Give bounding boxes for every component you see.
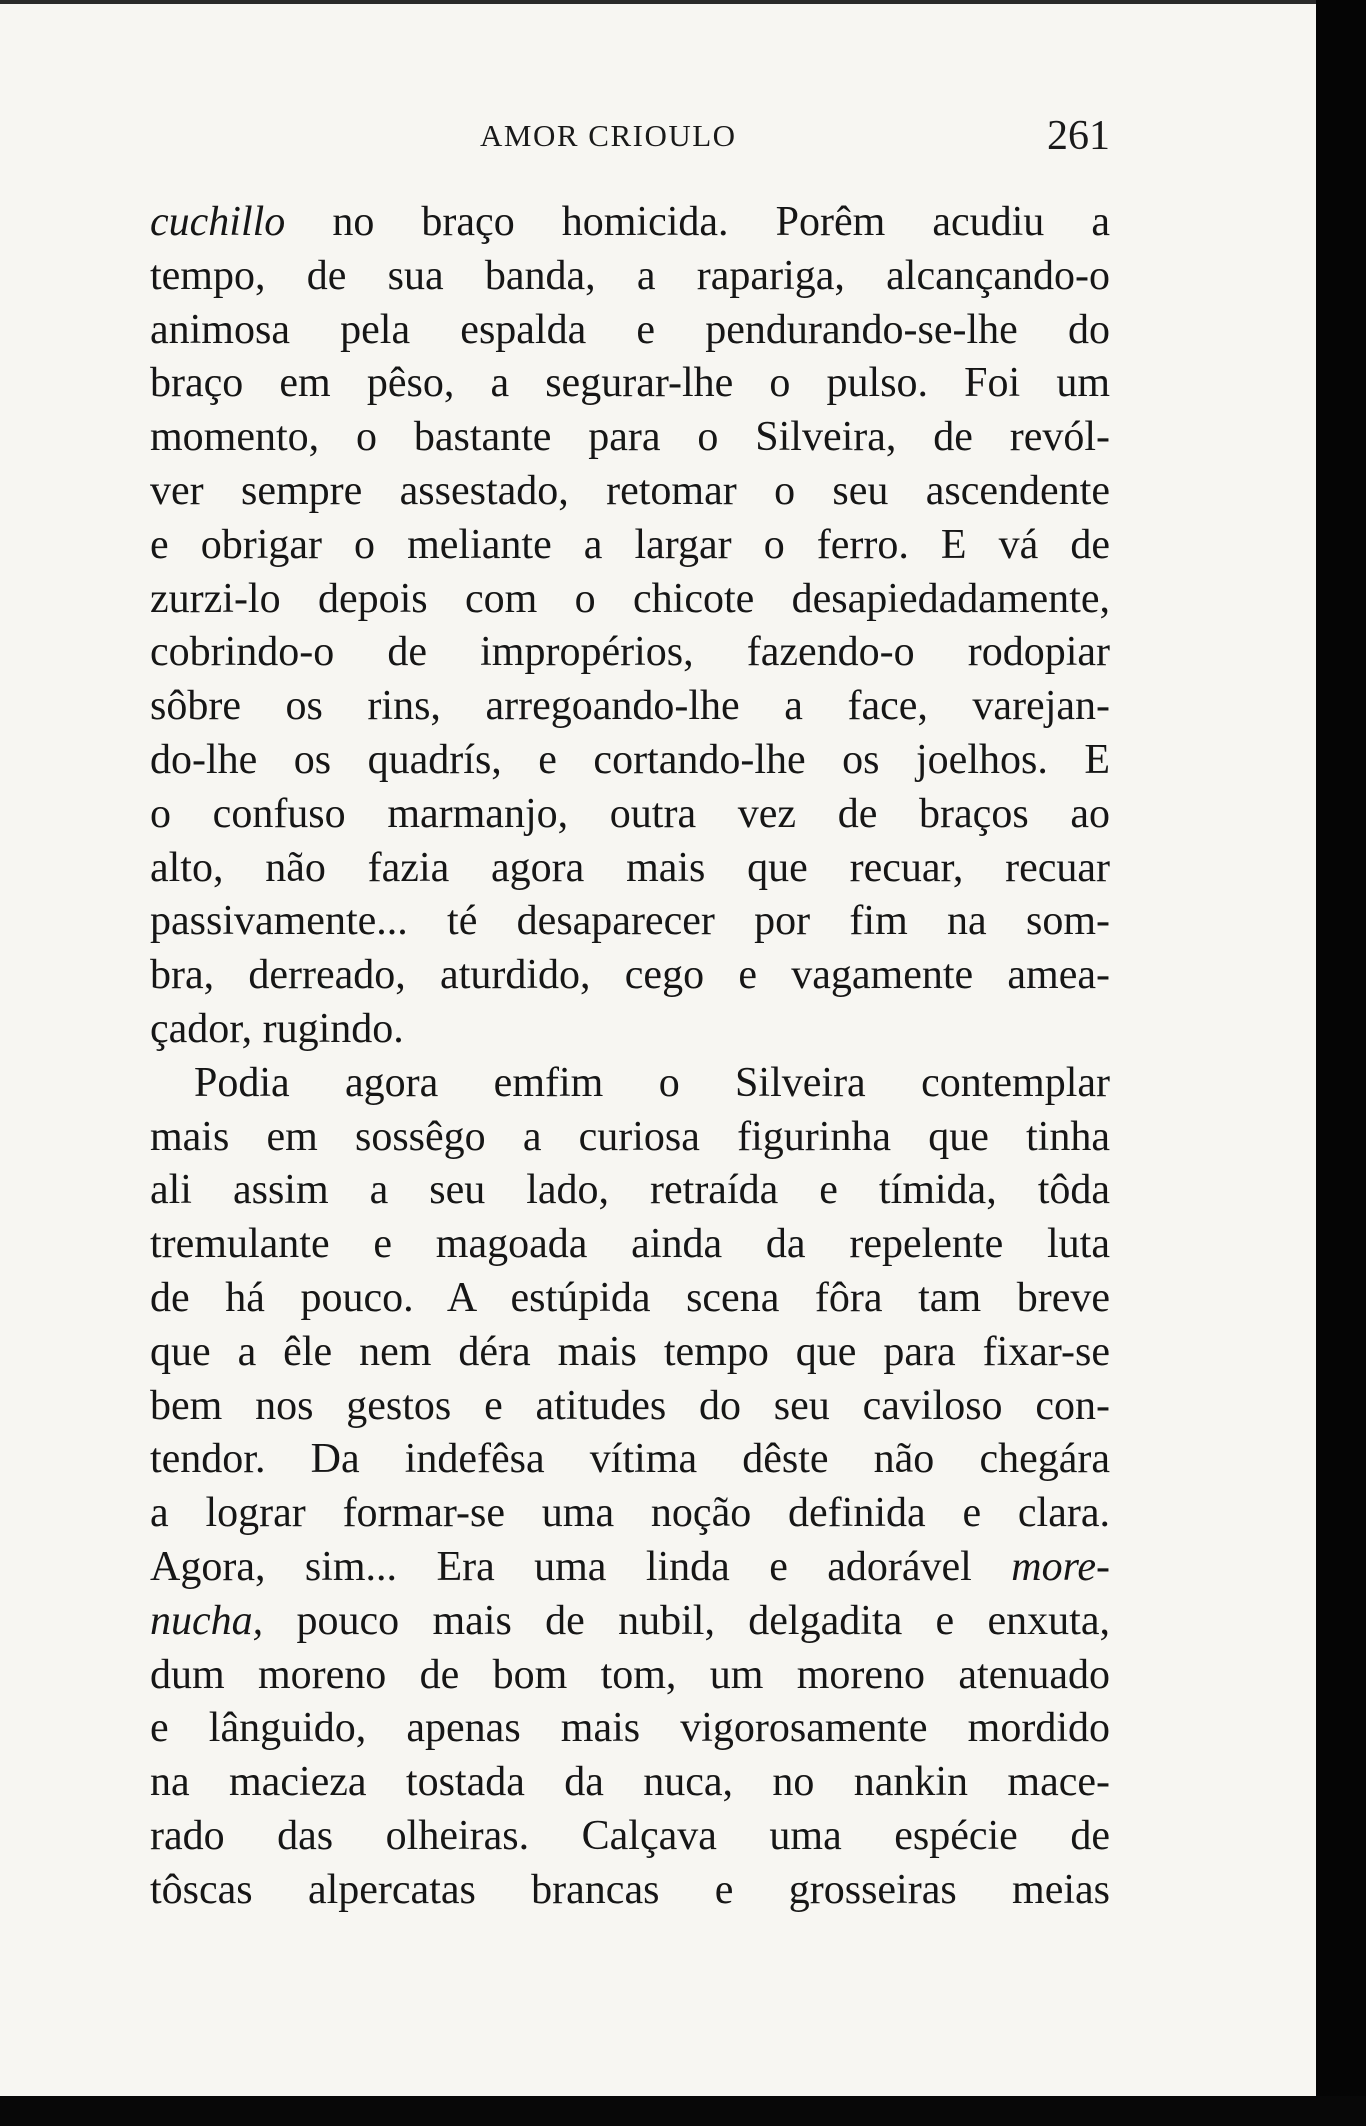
text-segment: tempo, de sua banda, a rapariga, alcançando-o <box>150 252 1110 299</box>
text-line <box>150 1326 1110 1380</box>
text-line <box>150 250 1110 304</box>
text-line <box>150 1864 1110 1918</box>
text-line <box>150 1380 1110 1434</box>
text-segment: cobrindo-o de impropérios, fazendo-o rodopiar <box>150 629 1110 676</box>
text-segment: zurzi-lo depois com o chicote desapiedadamente, <box>150 575 1110 622</box>
text-segment: passivamente... té desaparecer por fim na som- <box>150 898 1110 945</box>
italic-text: nucha, <box>150 1597 264 1644</box>
bottom-scan-edge <box>0 2096 1366 2126</box>
text-line <box>150 1541 1110 1595</box>
text-segment: animosa pela espalda e pendurando-se-lhe do <box>150 306 1110 353</box>
text-line <box>150 1702 1110 1756</box>
text-segment: Podia agora emfim o Silveira contemplar <box>194 1059 1110 1106</box>
text-segment: na macieza tostada da nuca, no nankin mace- <box>150 1759 1110 1806</box>
page-number: 261 <box>1047 113 1110 159</box>
text-segment: momento, o bastante para o Silveira, de revól- <box>150 414 1110 461</box>
text-line <box>150 196 1110 250</box>
text-segment: e obrigar o meliante a largar o ferro. E vá de <box>150 521 1110 568</box>
text-segment: çador, rugindo. <box>150 1005 404 1052</box>
text-line <box>150 895 1110 949</box>
text-line <box>150 949 1110 1003</box>
text-line <box>150 1164 1110 1218</box>
text-line <box>150 1487 1110 1541</box>
text-line <box>150 519 1110 573</box>
text-line <box>150 304 1110 358</box>
text-line <box>150 1003 1110 1057</box>
text-segment: rado das olheiras. Calçava uma espécie de <box>150 1812 1110 1859</box>
text-segment: no braço homicida. Porêm acudiu a <box>285 199 1110 245</box>
running-title: AMOR CRIOULO <box>480 118 737 153</box>
text-segment: e lânguido, apenas mais vigorosamente mordido <box>150 1705 1110 1752</box>
page-header <box>150 113 1110 168</box>
text-line <box>150 1272 1110 1326</box>
body-text <box>150 196 1110 1918</box>
text-line <box>150 788 1110 842</box>
text-segment: mais em sossêgo a curiosa figurinha que tinha <box>150 1113 1110 1160</box>
text-line <box>150 842 1110 896</box>
text-segment: ali assim a seu lado, retraída e tímida, tôda <box>150 1167 1110 1214</box>
text-line <box>150 1111 1110 1165</box>
text-segment: braço em pêso, a segurar-lhe o pulso. Foi um <box>150 360 1110 407</box>
text-line <box>150 357 1110 411</box>
top-scan-edge <box>0 0 1316 4</box>
text-line <box>150 411 1110 465</box>
italic-text: cuchillo <box>150 199 286 245</box>
text-segment: de há pouco. A estúpida scena fôra tam breve <box>150 1274 1110 1321</box>
text-segment: alto, não fazia agora mais que recuar, recuar <box>150 844 1110 891</box>
italic-text: more- <box>1011 1543 1110 1590</box>
text-segment: do-lhe os quadrís, e cortando-lhe os joelhos. E <box>150 736 1110 783</box>
text-segment: bem nos gestos e atitudes do seu caviloso con- <box>150 1382 1110 1429</box>
text-segment: o confuso marmanjo, outra vez de braços ao <box>150 790 1110 837</box>
text-segment: tremulante e magoada ainda da repelente luta <box>150 1221 1110 1268</box>
text-segment: ver sempre assestado, retomar o seu ascendente <box>150 467 1110 514</box>
text-line <box>150 1433 1110 1487</box>
text-line <box>150 1810 1110 1864</box>
text-line <box>150 1756 1110 1810</box>
text-line <box>150 573 1110 627</box>
text-line <box>150 626 1110 680</box>
text-segment: bra, derreado, aturdido, cego e vagamente amea- <box>150 952 1110 999</box>
text-line <box>150 1595 1110 1649</box>
text-segment: pouco mais de nubil, delgadita e enxuta, <box>263 1597 1110 1644</box>
right-scan-edge <box>1316 0 1366 2126</box>
text-line <box>150 680 1110 734</box>
text-line <box>150 734 1110 788</box>
text-segment: que a êle nem déra mais tempo que para fixar-se <box>150 1328 1110 1375</box>
text-segment: Agora, sim... Era uma linda e adorável <box>150 1543 1012 1590</box>
text-segment: a lograr formar-se uma noção definida e clara. <box>150 1490 1110 1537</box>
text-segment: tendor. Da indefêsa vítima dêste não chegára <box>150 1436 1110 1483</box>
text-line <box>150 1057 1110 1111</box>
text-line <box>150 1649 1110 1703</box>
text-segment: tôscas alpercatas brancas e grosseiras meias <box>150 1866 1110 1913</box>
text-line <box>150 465 1110 519</box>
text-segment: dum moreno de bom tom, um moreno atenuado <box>150 1651 1110 1698</box>
text-line <box>150 1218 1110 1272</box>
text-segment: sôbre os rins, arregoando-lhe a face, varejan- <box>150 683 1110 730</box>
